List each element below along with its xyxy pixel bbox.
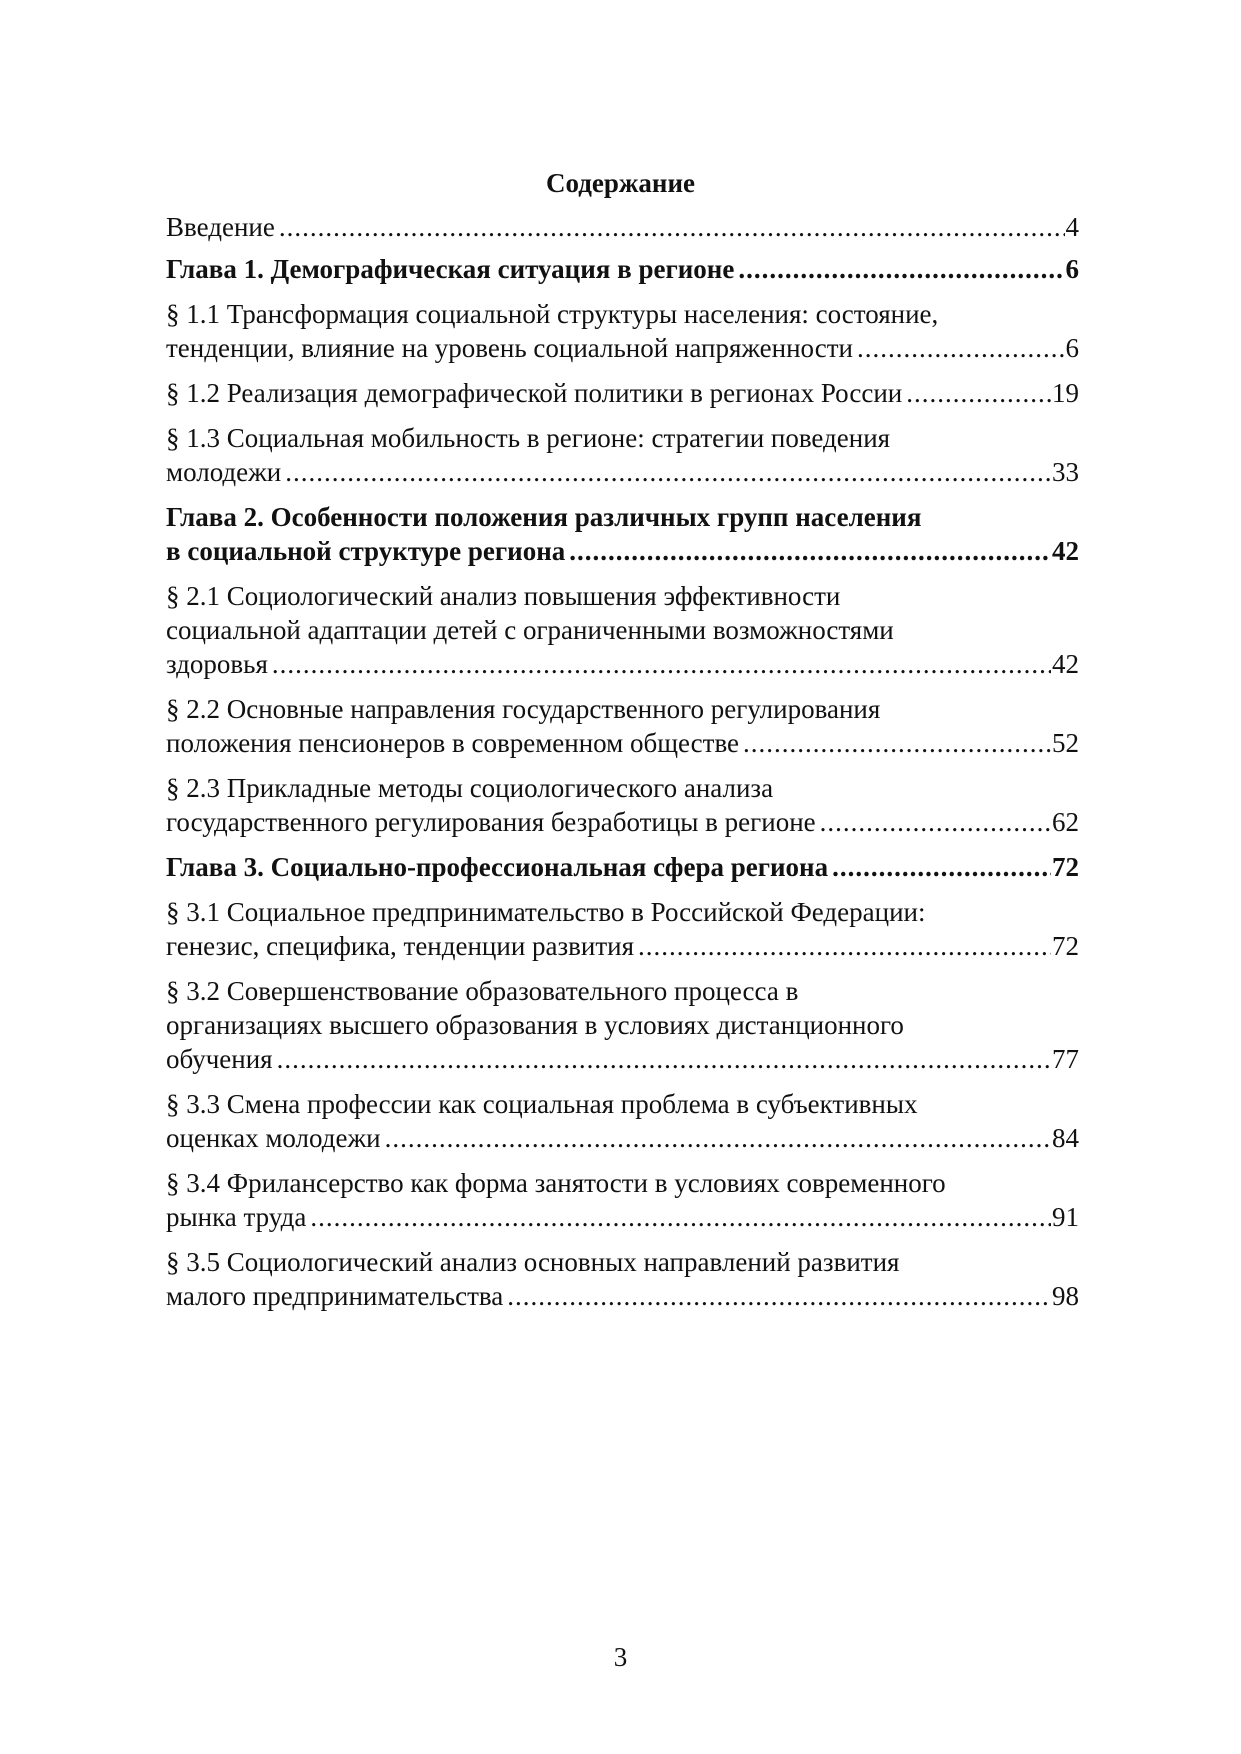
dot-leader (832, 850, 1051, 884)
toc-entry-section (166, 1245, 1079, 1313)
toc-page-number: 6 (1065, 333, 1079, 363)
toc-entry-intro (166, 210, 1079, 244)
toc-entry-text: § 3.2 Совершенствование образовательного процесса в (166, 976, 799, 1006)
toc-entry-last-line (166, 647, 1079, 681)
toc-entry-text: генезис, специфика, тенденции развития (166, 931, 635, 961)
toc-entry-last-line (166, 1279, 1079, 1313)
toc-entry-text: оценках молодежи (166, 1123, 381, 1153)
toc-list (166, 210, 1079, 1324)
toc-entry-last-line (166, 331, 1079, 365)
toc-entry-section (166, 692, 1079, 760)
toc-entry-section (166, 771, 1079, 839)
toc-entry-text: § 3.5 Социологический анализ основных направлений развития (166, 1247, 900, 1277)
toc-entry-text: в социальной структуре региона (166, 536, 566, 566)
toc-entry-last-line (166, 726, 1079, 760)
toc-entry-chapter (166, 850, 1079, 884)
toc-page-number: 33 (1052, 457, 1079, 487)
toc-entry-text: § 2.2 Основные направления государственного регулирования (166, 694, 881, 724)
dot-leader (272, 647, 1051, 681)
toc-page-number: 98 (1052, 1281, 1079, 1311)
toc-page-number: 4 (1065, 212, 1079, 242)
toc-page-number: 72 (1052, 931, 1079, 961)
toc-entry-last-line (166, 850, 1079, 884)
toc-entry-chapter (166, 500, 1079, 568)
toc-entry-section (166, 376, 1079, 410)
dot-leader (385, 1121, 1051, 1155)
toc-entry-section (166, 297, 1079, 365)
dot-leader (857, 331, 1065, 365)
toc-entry-section (166, 579, 1079, 681)
toc-entry-last-line (166, 1200, 1079, 1234)
dot-leader (738, 252, 1064, 286)
toc-entry-text: социальной адаптации детей с ограниченными возможностями (166, 615, 894, 645)
dot-leader (638, 929, 1051, 963)
toc-page-number: 52 (1052, 728, 1079, 758)
toc-entry-text: организациях высшего образования в условиях дистанционного (166, 1010, 904, 1040)
toc-entry-text: Глава 1. Демографическая ситуация в регионе (166, 254, 735, 284)
toc-entry-text: обучения (166, 1044, 273, 1074)
toc-entry-text: § 1.1 Трансформация социальной структуры населения: состояние, (166, 299, 939, 329)
toc-entry-section (166, 974, 1079, 1076)
toc-entry-last-line (166, 1042, 1079, 1076)
toc-entry-chapter (166, 252, 1079, 286)
toc-entry-text: § 3.4 Фрилансерство как форма занятости в условиях современного (166, 1168, 946, 1198)
toc-entry-last-line (166, 1121, 1079, 1155)
toc-entry-section (166, 1166, 1079, 1234)
toc-page-number: 19 (1052, 378, 1079, 408)
toc-entry-text: малого предпринимательства (166, 1281, 504, 1311)
toc-entry-text: государственного регулирования безработицы в регионе (166, 807, 816, 837)
dot-leader (310, 1200, 1051, 1234)
toc-entry-text: Глава 2. Особенности положения различных групп населения (166, 502, 922, 532)
toc-page-number: 42 (1052, 649, 1079, 679)
toc-page-number: 72 (1052, 852, 1079, 882)
toc-entry-text: здоровья (166, 649, 268, 679)
dot-leader (279, 210, 1065, 244)
dot-leader (820, 805, 1051, 839)
toc-entry-section (166, 421, 1079, 489)
dot-leader (569, 534, 1051, 568)
toc-page-number: 42 (1052, 536, 1079, 566)
dot-leader (277, 1042, 1051, 1076)
toc-entry-text: Глава 3. Социально-профессиональная сфера региона (166, 852, 829, 882)
toc-page-number: 84 (1052, 1123, 1079, 1153)
toc-page-number: 6 (1065, 254, 1079, 284)
toc-entry-text: Введение (166, 212, 275, 242)
toc-entry-last-line (166, 534, 1079, 568)
toc-entry-text: § 2.3 Прикладные методы социологического анализа (166, 773, 774, 803)
toc-entry-text: положения пенсионеров в современном обществе (166, 728, 740, 758)
dot-leader (285, 455, 1051, 489)
dot-leader (507, 1279, 1051, 1313)
toc-page-number: 91 (1052, 1202, 1079, 1232)
toc-entry-text: § 3.3 Смена профессии как социальная проблема в субъективных (166, 1089, 918, 1119)
toc-title: Содержание (545, 168, 696, 198)
toc-page-number: 62 (1052, 807, 1079, 837)
toc-entry-last-line (166, 805, 1079, 839)
toc-entry-text: § 3.1 Социальное предпринимательство в Российской Федерации: (166, 897, 926, 927)
toc-entry-text: § 1.3 Социальная мобильность в регионе: стратегии поведения (166, 423, 891, 453)
toc-entry-last-line (166, 455, 1079, 489)
toc-entry-section (166, 1087, 1079, 1155)
toc-entry-text: § 1.2 Реализация демографической политики в регионах России (166, 378, 903, 408)
toc-entry-text: тенденции, влияние на уровень социальной напряженности (166, 333, 853, 363)
page-number: 3 (613, 1642, 628, 1672)
toc-page-number: 77 (1052, 1044, 1079, 1074)
toc-entry-section (166, 895, 1079, 963)
dot-leader (743, 726, 1051, 760)
toc-entry-last-line (166, 210, 1079, 244)
toc-entry-text: § 2.1 Социологический анализ повышения эффективности (166, 581, 841, 611)
toc-entry-last-line (166, 376, 1079, 410)
toc-entry-text: молодежи (166, 457, 282, 487)
toc-entry-last-line (166, 929, 1079, 963)
dot-leader (906, 376, 1051, 410)
toc-entry-last-line (166, 252, 1079, 286)
toc-entry-text: рынка труда (166, 1202, 307, 1232)
